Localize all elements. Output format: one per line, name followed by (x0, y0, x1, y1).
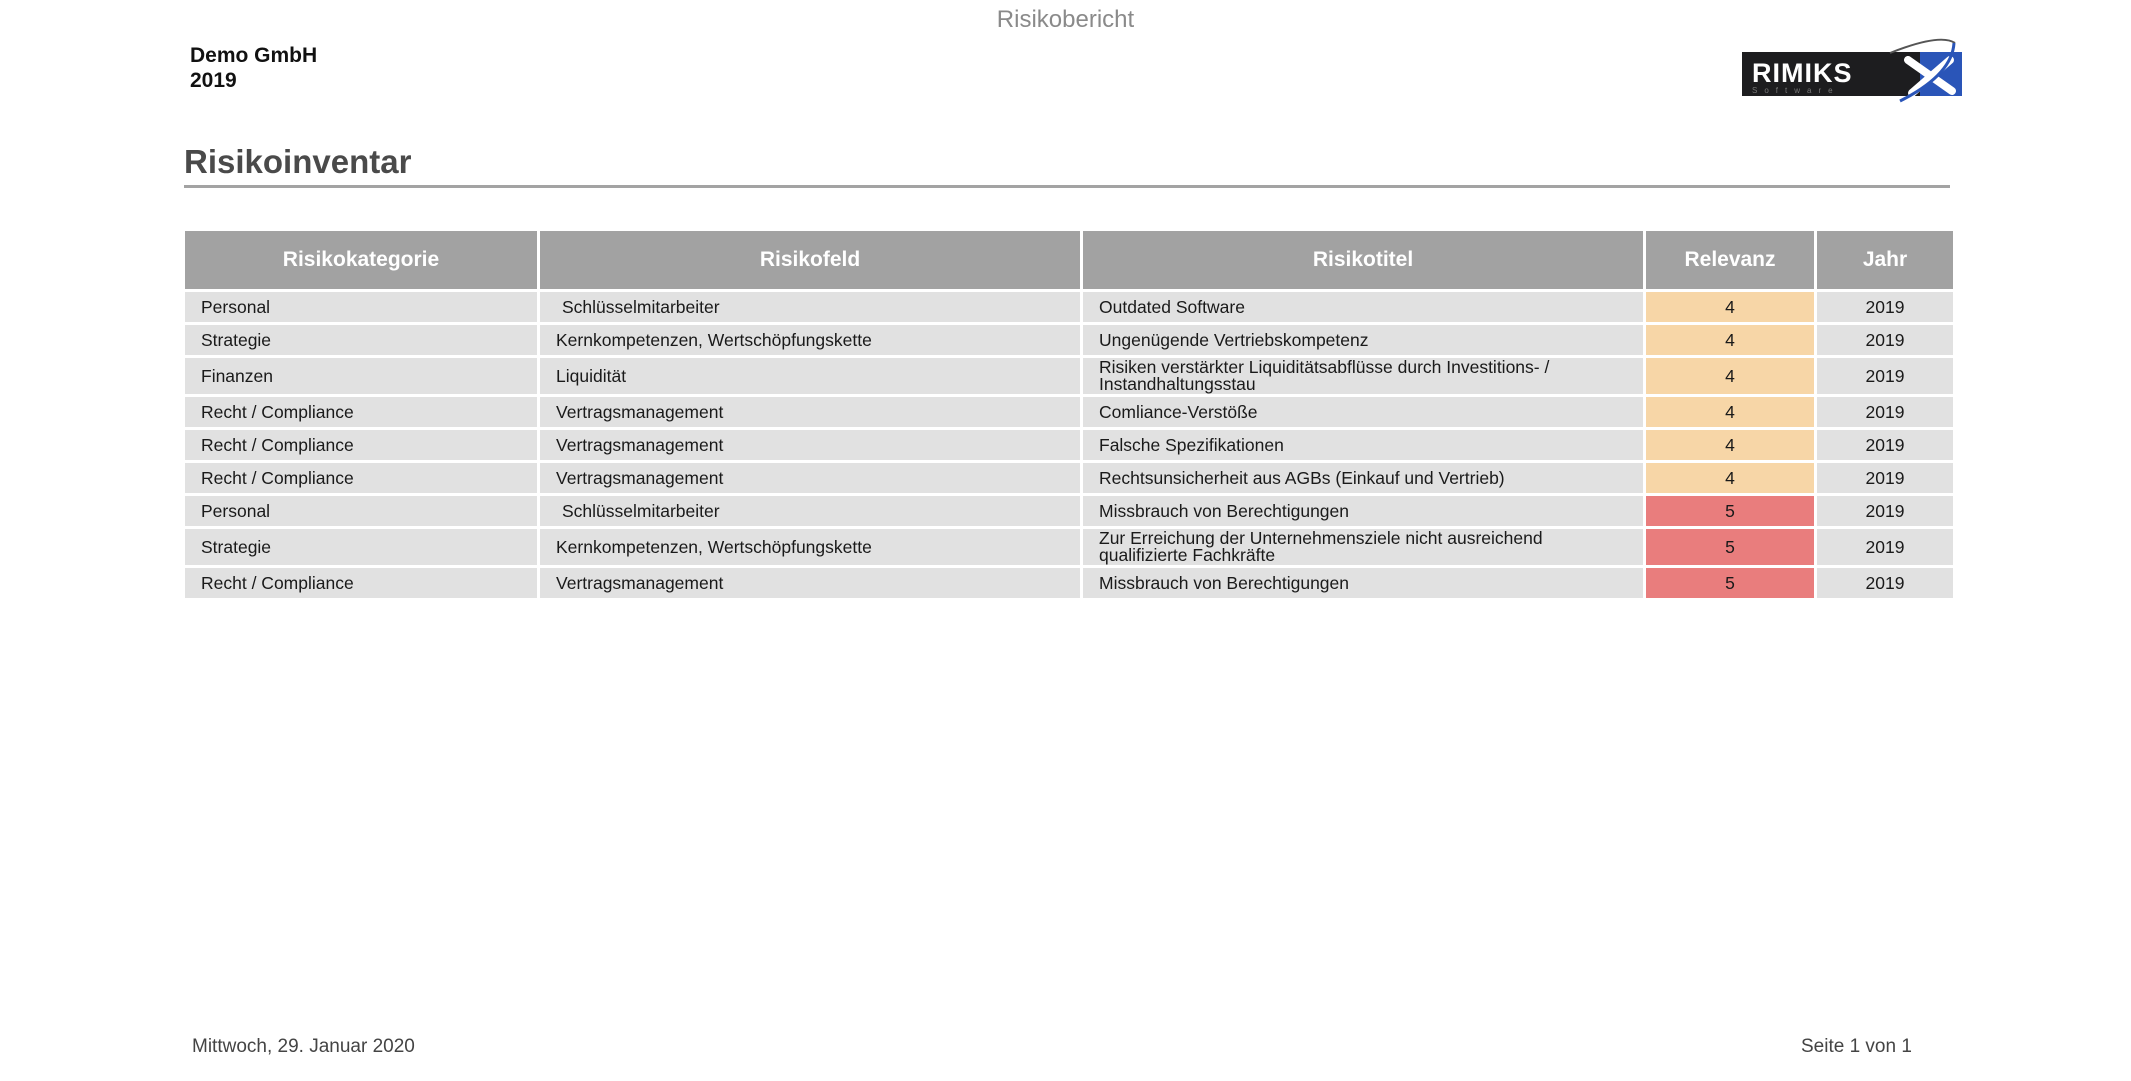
cell-risikofeld: Kernkompetenzen, Wertschöpfungskette (540, 529, 1080, 565)
column-header-risikotitel[interactable]: Risikotitel (1083, 231, 1643, 289)
cell-jahr: 2019 (1817, 529, 1953, 565)
cell-risikokategorie: Strategie (185, 529, 537, 565)
table-row (185, 529, 1953, 565)
table-row (185, 463, 1953, 493)
column-header-jahr[interactable]: Jahr (1817, 231, 1953, 289)
cell-jahr: 2019 (1817, 397, 1953, 427)
cell-relevanz: 4 (1646, 325, 1814, 355)
cell-risikokategorie: Personal (185, 292, 537, 322)
cell-risikofeld: Vertragsmanagement (540, 463, 1080, 493)
cell-risikokategorie: Recht / Compliance (185, 397, 537, 427)
cell-risikokategorie: Strategie (185, 325, 537, 355)
cell-risikokategorie: Recht / Compliance (185, 430, 537, 460)
cell-jahr: 2019 (1817, 292, 1953, 322)
svg-text:Software: Software (1752, 86, 1840, 95)
cell-relevanz: 4 (1646, 358, 1814, 394)
cell-relevanz: 4 (1646, 430, 1814, 460)
cell-risikofeld: Vertragsmanagement (540, 397, 1080, 427)
svg-text:RIMIKS: RIMIKS (1752, 58, 1853, 88)
cell-jahr: 2019 (1817, 568, 1953, 598)
company-name: Demo GmbH (190, 44, 318, 67)
cell-jahr: 2019 (1817, 358, 1953, 394)
cell-risikotitel: Missbrauch von Berechtigungen (1083, 568, 1643, 598)
column-header-risikokategorie[interactable]: Risikokategorie (185, 231, 537, 289)
table-row (185, 430, 1953, 460)
cell-risikotitel: Ungenügende Vertriebskompetenz (1083, 325, 1643, 355)
cell-risikofeld: Schlüsselmitarbeiter (540, 292, 1080, 322)
rimiksx-logo (1740, 35, 1965, 105)
footer-page-number: Seite 1 von 1 (1801, 1036, 1912, 1057)
cell-risikofeld: Kernkompetenzen, Wertschöpfungskette (540, 325, 1080, 355)
cell-risikotitel: Zur Erreichung der Unternehmensziele nicht ausreichend qualifizierte Fachkräfte (1083, 529, 1643, 565)
cell-risikotitel: Rechtsunsicherheit aus AGBs (Einkauf und Vertrieb) (1083, 463, 1643, 493)
report-year: 2019 (190, 69, 237, 92)
cell-risikokategorie: Personal (185, 496, 537, 526)
cell-relevanz: 4 (1646, 292, 1814, 322)
cell-jahr: 2019 (1817, 496, 1953, 526)
cell-jahr: 2019 (1817, 463, 1953, 493)
cell-risikofeld: Schlüsselmitarbeiter (540, 496, 1080, 526)
table-row (185, 496, 1953, 526)
cell-risikokategorie: Recht / Compliance (185, 568, 537, 598)
cell-jahr: 2019 (1817, 325, 1953, 355)
column-header-relevanz[interactable]: Relevanz (1646, 231, 1814, 289)
cell-relevanz: 5 (1646, 568, 1814, 598)
company-block (190, 43, 317, 93)
section-title: Risikoinventar (184, 143, 412, 180)
cell-relevanz: 4 (1646, 397, 1814, 427)
cell-risikofeld: Vertragsmanagement (540, 430, 1080, 460)
column-header-risikofeld[interactable]: Risikofeld (540, 231, 1080, 289)
cell-relevanz: 4 (1646, 463, 1814, 493)
cell-risikotitel: Risiken verstärkter Liquiditätsabflüsse durch Investitions- / Instandhaltungsstau (1083, 358, 1643, 394)
report-title: Risikobericht (996, 6, 1135, 33)
risk-inventory-table (182, 228, 1956, 601)
cell-risikokategorie: Finanzen (185, 358, 537, 394)
cell-risikotitel: Falsche Spezifikationen (1083, 430, 1643, 460)
cell-risikofeld: Liquidität (540, 358, 1080, 394)
footer-date: Mittwoch, 29. Januar 2020 (192, 1036, 415, 1057)
table-header-row (185, 231, 1953, 289)
section-divider (184, 185, 1950, 188)
table-row (185, 358, 1953, 394)
cell-relevanz: 5 (1646, 529, 1814, 565)
cell-risikotitel: Missbrauch von Berechtigungen (1083, 496, 1643, 526)
cell-risikokategorie: Recht / Compliance (185, 463, 537, 493)
cell-relevanz: 5 (1646, 496, 1814, 526)
table-row (185, 325, 1953, 355)
cell-jahr: 2019 (1817, 430, 1953, 460)
cell-risikofeld: Vertragsmanagement (540, 568, 1080, 598)
cell-risikotitel: Outdated Software (1083, 292, 1643, 322)
table-row (185, 568, 1953, 598)
table-row (185, 397, 1953, 427)
table-row (185, 292, 1953, 322)
cell-risikotitel: Comliance-Verstöße (1083, 397, 1643, 427)
